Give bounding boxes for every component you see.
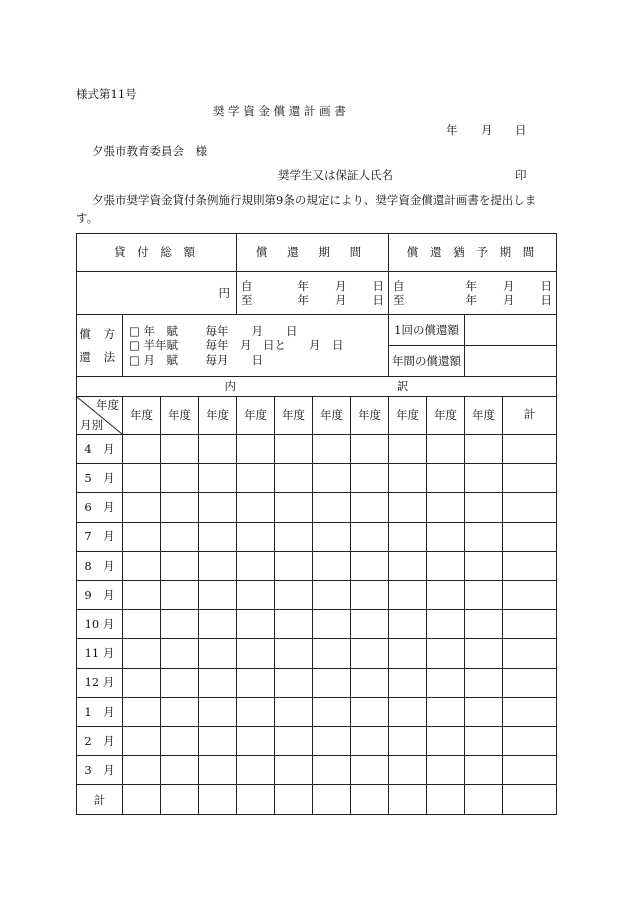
- amount-cell[interactable]: [313, 551, 351, 580]
- amount-cell[interactable]: [123, 756, 161, 785]
- total-cell[interactable]: [351, 785, 389, 815]
- amount-cell[interactable]: [199, 435, 237, 464]
- amount-cell[interactable]: [199, 493, 237, 522]
- amount-cell[interactable]: [389, 610, 427, 639]
- amount-cell[interactable]: [123, 697, 161, 726]
- amount-cell[interactable]: [503, 639, 557, 668]
- amount-cell[interactable]: [275, 756, 313, 785]
- amount-cell[interactable]: [389, 726, 427, 755]
- amount-cell[interactable]: [313, 697, 351, 726]
- table-row: [77, 726, 557, 755]
- amount-cell[interactable]: [275, 493, 313, 522]
- year-col-6[interactable]: 年度: [313, 397, 351, 435]
- amount-cell[interactable]: [503, 551, 557, 580]
- total-col-header: 計: [503, 397, 557, 435]
- amount-cell[interactable]: [161, 580, 199, 609]
- total-cell[interactable]: [275, 785, 313, 815]
- amount-cell[interactable]: [237, 580, 275, 609]
- amount-cell[interactable]: [199, 639, 237, 668]
- method-label: 償 方 還 法: [77, 315, 123, 377]
- total-cell[interactable]: [503, 785, 557, 815]
- amount-cell[interactable]: [427, 435, 465, 464]
- amount-cell[interactable]: [237, 726, 275, 755]
- amount-cell[interactable]: [237, 610, 275, 639]
- amount-cell[interactable]: [427, 697, 465, 726]
- amount-cell[interactable]: [389, 464, 427, 493]
- amount-cell[interactable]: [161, 610, 199, 639]
- to-label: 至: [241, 293, 253, 307]
- total-row-label: 計: [77, 785, 123, 815]
- header-defer-period: 償 還 猶 予 期 間: [389, 234, 557, 272]
- amount-cell[interactable]: [465, 756, 503, 785]
- method-monthly[interactable]: □ 月 賦 毎月 日: [129, 352, 264, 367]
- year-col-8[interactable]: 年度: [389, 397, 427, 435]
- signer-label: 奨学生又は保証人氏名: [278, 168, 393, 182]
- checkbox-semiannual[interactable]: □: [129, 338, 140, 353]
- month-label: 4 月: [77, 435, 123, 464]
- amount-cell[interactable]: [237, 493, 275, 522]
- amount-cell[interactable]: [351, 551, 389, 580]
- amount-cell[interactable]: [161, 464, 199, 493]
- addressee: 夕張市教育委員会 様: [92, 144, 207, 158]
- method-options: [123, 315, 389, 377]
- amount-cell[interactable]: [123, 639, 161, 668]
- amount-cell[interactable]: [123, 464, 161, 493]
- month-rows: [77, 435, 557, 785]
- page-title: 奨 学 資 金 償 還 計 画 書: [213, 104, 346, 118]
- amount-cell[interactable]: [313, 639, 351, 668]
- amount-cell[interactable]: [503, 522, 557, 551]
- amount-cell[interactable]: [427, 756, 465, 785]
- method-annual[interactable]: □ 年 賦 毎年 月 日: [129, 323, 298, 338]
- per-payment-field[interactable]: [465, 315, 557, 346]
- amount-cell[interactable]: [313, 756, 351, 785]
- amount-cell[interactable]: [161, 639, 199, 668]
- year-col-2[interactable]: 年度: [161, 397, 199, 435]
- amount-cell[interactable]: [465, 610, 503, 639]
- seal-mark: 印: [515, 168, 527, 182]
- date-day: 日: [515, 123, 527, 137]
- checkbox-monthly[interactable]: □: [129, 352, 140, 367]
- amount-cell[interactable]: [313, 580, 351, 609]
- total-cell[interactable]: [465, 785, 503, 815]
- amount-cell[interactable]: [161, 551, 199, 580]
- amount-cell[interactable]: [161, 668, 199, 697]
- amount-cell[interactable]: [389, 580, 427, 609]
- amount-cell[interactable]: [465, 726, 503, 755]
- table-row: [77, 756, 557, 785]
- amount-cell[interactable]: [199, 668, 237, 697]
- year-col-10[interactable]: 年度: [465, 397, 503, 435]
- table-row: [77, 610, 557, 639]
- month-label: 12 月: [77, 668, 123, 697]
- from-label: 自: [241, 278, 253, 293]
- amount-cell[interactable]: [465, 668, 503, 697]
- amount-cell[interactable]: [351, 697, 389, 726]
- amount-cell[interactable]: [465, 435, 503, 464]
- amount-cell[interactable]: [465, 580, 503, 609]
- breakdown-header: 内 訳: [77, 377, 557, 397]
- amount-cell[interactable]: [427, 668, 465, 697]
- amount-cell[interactable]: [503, 464, 557, 493]
- total-cell[interactable]: [313, 785, 351, 815]
- total-cell[interactable]: [161, 785, 199, 815]
- date-month: 月: [481, 123, 493, 137]
- month-label: 8 月: [77, 551, 123, 580]
- amount-cell[interactable]: [465, 493, 503, 522]
- amount-cell[interactable]: [465, 464, 503, 493]
- amount-cell[interactable]: [503, 493, 557, 522]
- amount-cell[interactable]: [123, 435, 161, 464]
- amount-cell[interactable]: [123, 493, 161, 522]
- diag-month-label: 月別: [80, 417, 103, 432]
- amount-cell[interactable]: [161, 726, 199, 755]
- yen-unit: 円: [218, 285, 231, 300]
- amount-cell[interactable]: [389, 551, 427, 580]
- loan-total-field[interactable]: [77, 272, 237, 315]
- amount-cell[interactable]: [465, 639, 503, 668]
- amount-cell[interactable]: [161, 756, 199, 785]
- amount-cell[interactable]: [313, 435, 351, 464]
- amount-cell[interactable]: [503, 756, 557, 785]
- amount-cell[interactable]: [465, 551, 503, 580]
- amount-cell[interactable]: [351, 435, 389, 464]
- amount-cell[interactable]: [313, 610, 351, 639]
- header-repay-period: 償 還 期 間: [237, 234, 389, 272]
- amount-cell[interactable]: [161, 697, 199, 726]
- year-col-9[interactable]: 年度: [427, 397, 465, 435]
- amount-cell[interactable]: [161, 522, 199, 551]
- amount-cell[interactable]: [275, 551, 313, 580]
- amount-cell[interactable]: [275, 610, 313, 639]
- date-year: 年: [446, 123, 458, 137]
- table-row: [77, 493, 557, 522]
- amount-cell[interactable]: [351, 756, 389, 785]
- amount-cell[interactable]: [275, 639, 313, 668]
- amount-cell[interactable]: [503, 610, 557, 639]
- amount-cell[interactable]: [389, 756, 427, 785]
- amount-cell[interactable]: [199, 551, 237, 580]
- table-row: [77, 464, 557, 493]
- amount-cell[interactable]: [275, 726, 313, 755]
- amount-cell[interactable]: [237, 756, 275, 785]
- amount-cell[interactable]: [427, 610, 465, 639]
- amount-cell[interactable]: [237, 551, 275, 580]
- table-row: [77, 435, 557, 464]
- diagonal-header-cell: [77, 397, 123, 435]
- amount-cell[interactable]: [427, 580, 465, 609]
- amount-cell[interactable]: [503, 697, 557, 726]
- month-label: 11 月: [77, 639, 123, 668]
- amount-cell[interactable]: [237, 522, 275, 551]
- defer-period-field[interactable]: 自 年 月 日 至 年 月 日: [389, 272, 557, 315]
- amount-cell[interactable]: [161, 493, 199, 522]
- amount-cell[interactable]: [199, 464, 237, 493]
- total-cell[interactable]: [237, 785, 275, 815]
- month-label: 3 月: [77, 756, 123, 785]
- method-semiannual[interactable]: □ 半年賦 毎年 月 日と 月 日: [129, 338, 344, 353]
- diag-year-label: 年度: [96, 398, 119, 412]
- body-text-line-2: す。: [76, 211, 99, 225]
- month-label: 7 月: [77, 522, 123, 551]
- amount-cell[interactable]: [123, 668, 161, 697]
- amount-cell[interactable]: [313, 726, 351, 755]
- amount-cell[interactable]: [389, 668, 427, 697]
- amount-cell[interactable]: [389, 697, 427, 726]
- year-col-3[interactable]: 年度: [199, 397, 237, 435]
- amount-cell[interactable]: [389, 435, 427, 464]
- year-col-7[interactable]: 年度: [351, 397, 389, 435]
- amount-cell[interactable]: [427, 464, 465, 493]
- year-col-1[interactable]: 年度: [123, 397, 161, 435]
- month-label: 2 月: [77, 726, 123, 755]
- year-col-4[interactable]: 年度: [237, 397, 275, 435]
- amount-cell[interactable]: [199, 580, 237, 609]
- amount-cell[interactable]: [313, 668, 351, 697]
- amount-cell[interactable]: [237, 464, 275, 493]
- total-cell[interactable]: [389, 785, 427, 815]
- amount-cell[interactable]: [237, 435, 275, 464]
- amount-cell[interactable]: [351, 668, 389, 697]
- amount-cell[interactable]: [275, 464, 313, 493]
- amount-cell[interactable]: [351, 639, 389, 668]
- amount-cell[interactable]: [465, 522, 503, 551]
- checkbox-annual[interactable]: □: [129, 323, 140, 338]
- amount-cell[interactable]: [351, 493, 389, 522]
- amount-cell[interactable]: [199, 610, 237, 639]
- table-row: [77, 668, 557, 697]
- amount-cell[interactable]: [237, 639, 275, 668]
- amount-cell[interactable]: [199, 697, 237, 726]
- per-year-label: 年間の償還額: [389, 346, 465, 377]
- table-row: [77, 580, 557, 609]
- amount-cell[interactable]: [275, 435, 313, 464]
- amount-cell[interactable]: [199, 726, 237, 755]
- total-cell[interactable]: [199, 785, 237, 815]
- amount-cell[interactable]: [427, 726, 465, 755]
- amount-cell[interactable]: [465, 697, 503, 726]
- amount-cell[interactable]: [199, 522, 237, 551]
- amount-cell[interactable]: [351, 580, 389, 609]
- amount-cell[interactable]: [161, 435, 199, 464]
- header-loan-total: 貸 付 総 額: [77, 234, 237, 272]
- per-payment-label: 1回の償還額: [389, 315, 465, 346]
- amount-cell[interactable]: [123, 580, 161, 609]
- form-number: 様式第11号: [76, 87, 137, 101]
- amount-cell[interactable]: [503, 726, 557, 755]
- month-label: 10 月: [77, 610, 123, 639]
- amount-cell[interactable]: [237, 697, 275, 726]
- month-label: 1 月: [77, 697, 123, 726]
- amount-cell[interactable]: [389, 522, 427, 551]
- amount-cell[interactable]: [427, 551, 465, 580]
- amount-cell[interactable]: [427, 493, 465, 522]
- amount-cell[interactable]: [427, 639, 465, 668]
- amount-cell[interactable]: [199, 756, 237, 785]
- table-row: [77, 551, 557, 580]
- amount-cell[interactable]: [313, 493, 351, 522]
- total-cell[interactable]: [427, 785, 465, 815]
- amount-cell[interactable]: [389, 493, 427, 522]
- amount-cell[interactable]: [427, 522, 465, 551]
- amount-cell[interactable]: [275, 580, 313, 609]
- amount-cell[interactable]: [351, 522, 389, 551]
- month-label: 5 月: [77, 464, 123, 493]
- amount-cell[interactable]: [503, 435, 557, 464]
- table-row: [77, 639, 557, 668]
- amount-cell[interactable]: [275, 522, 313, 551]
- month-label: 9 月: [77, 580, 123, 609]
- amount-cell[interactable]: [123, 522, 161, 551]
- amount-cell[interactable]: [123, 610, 161, 639]
- amount-cell[interactable]: [351, 726, 389, 755]
- month-label: 6 月: [77, 493, 123, 522]
- body-text-line-1: 夕張市奨学資金貸付条例施行規則第9条の規定により、奨学資金償還計画書を提出しま: [92, 193, 537, 207]
- table-row: [77, 522, 557, 551]
- amount-cell[interactable]: [389, 639, 427, 668]
- table-row: [77, 697, 557, 726]
- amount-cell[interactable]: [503, 668, 557, 697]
- amount-cell[interactable]: [351, 610, 389, 639]
- amount-cell[interactable]: [275, 668, 313, 697]
- amount-cell[interactable]: [503, 580, 557, 609]
- year-col-5[interactable]: 年度: [275, 397, 313, 435]
- amount-cell[interactable]: [275, 697, 313, 726]
- repay-period-field[interactable]: 自 年 月 日 至 年 月 日: [237, 272, 389, 315]
- amount-cell[interactable]: [237, 668, 275, 697]
- total-cell[interactable]: [123, 785, 161, 815]
- amount-cell[interactable]: [351, 464, 389, 493]
- amount-cell[interactable]: [123, 551, 161, 580]
- amount-cell[interactable]: [313, 522, 351, 551]
- per-year-field[interactable]: [465, 346, 557, 377]
- amount-cell[interactable]: [123, 726, 161, 755]
- amount-cell[interactable]: [313, 464, 351, 493]
- repayment-plan-table: [76, 233, 557, 815]
